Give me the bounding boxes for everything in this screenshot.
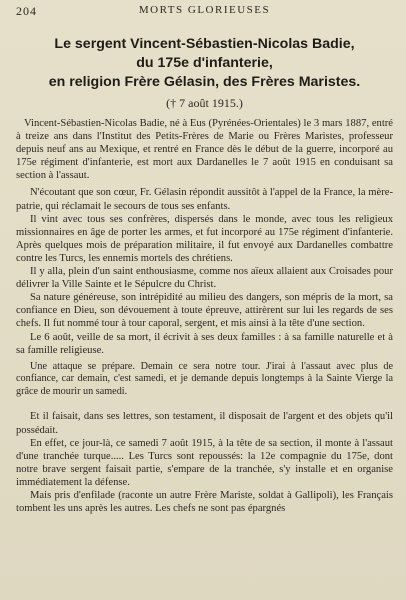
body-paragraph: Sa nature généreuse, son intrépidité au milieu des dangers, son mépris de la mort, sa confiance en Dieu, son dévouement à toute épreuve, attirèrent sur lui les regards de ses chefs. Il fut nommé tour à tour caporal, sergent, et mis ainsi à la tête d'une section. bbox=[16, 292, 393, 330]
letter-quote: Une attaque se prépare. Demain ce sera notre tour. J'irai à l'assaut avec plus de confiance, car demain, c'est samedi, et je demande depuis longtemps à la Sainte Vierge la grâce de mourir un samedi. bbox=[16, 360, 393, 397]
article-body bbox=[16, 117, 393, 515]
intro-paragraph: Vincent-Sébastien-Nicolas Badie, né à Eus (Pyrénées-Orientales) le 3 mars 1887, entré à treize ans dans l'Institut des Petits-Frères de Marie ou Frères Maristes, professeur depuis neuf ans au Mexique, et rentré en France dès le début de la guerre, incorporé au 175e régiment d'infanterie, est mort aux Dardanelles le 7 août 1915 en conduisant sa section à l'assaut. bbox=[16, 118, 393, 182]
title-line-2: du 175e d'infanterie, bbox=[136, 55, 273, 71]
death-date: († 7 août 1915.) bbox=[166, 96, 243, 110]
body-paragraph: N'écoutant que son cœur, Fr. Gélasin répondit aussitôt à l'appel de la France, la mère-patrie, qui réclamait le secours de tous ses enfants. bbox=[16, 187, 393, 212]
body-paragraph: Il y alla, plein d'un saint enthousiasme, comme nos aïeux allaient aux Croisades pour délivrer la Ville Sainte et le Sépulcre du Christ. bbox=[16, 266, 393, 291]
body-paragraph: Il vint avec tous ses confrères, dispersés dans le monde, avec tous les religieux missionnaires en âge de porter les armes, et fut incorporé au 175e régiment d'infanterie. Après quelques mois de préparation militaire, il fut envoyé aux Dardanelles combattre contre les Turcs, les ennemis mortels des chrétiens. bbox=[16, 213, 393, 264]
title-line-3: en religion Frère Gélasin, des Frères Maristes. bbox=[48, 74, 361, 90]
body-paragraph: Mais pris d'enfilade (raconte un autre Frère Mariste, soldat à Gallipoli), les Français tombent les uns après les autres. Les chefs ne sont pas épargnés bbox=[16, 490, 393, 515]
running-title: MORTS GLORIEUSES bbox=[138, 4, 271, 16]
title-line-1: Le sergent Vincent-Sébastien-Nicolas Badie, bbox=[54, 36, 355, 52]
body-paragraph: Le 6 août, veille de sa mort, il écrivit à ses deux familles : à sa famille naturelle et à sa famille religieuse. bbox=[16, 331, 393, 356]
page-number: 204 bbox=[16, 4, 37, 18]
body-paragraph: En effet, ce jour-là, ce samedi 7 août 1915, à la tête de sa section, il monte à l'assaut d'une tranchée turque..... Les Turcs sont repoussés: la 12e compagnie du 175e, dont notre brave sergent faisait partie, s'empare de la tranchée, s'y installe et en organise immédiatement la défense. bbox=[16, 437, 393, 488]
body-paragraph: Et il faisait, dans ses lettres, son testament, il disposait de l'argent et des objets qu'il possédait. bbox=[16, 411, 393, 436]
article-title bbox=[16, 35, 393, 92]
running-header bbox=[16, 4, 393, 20]
